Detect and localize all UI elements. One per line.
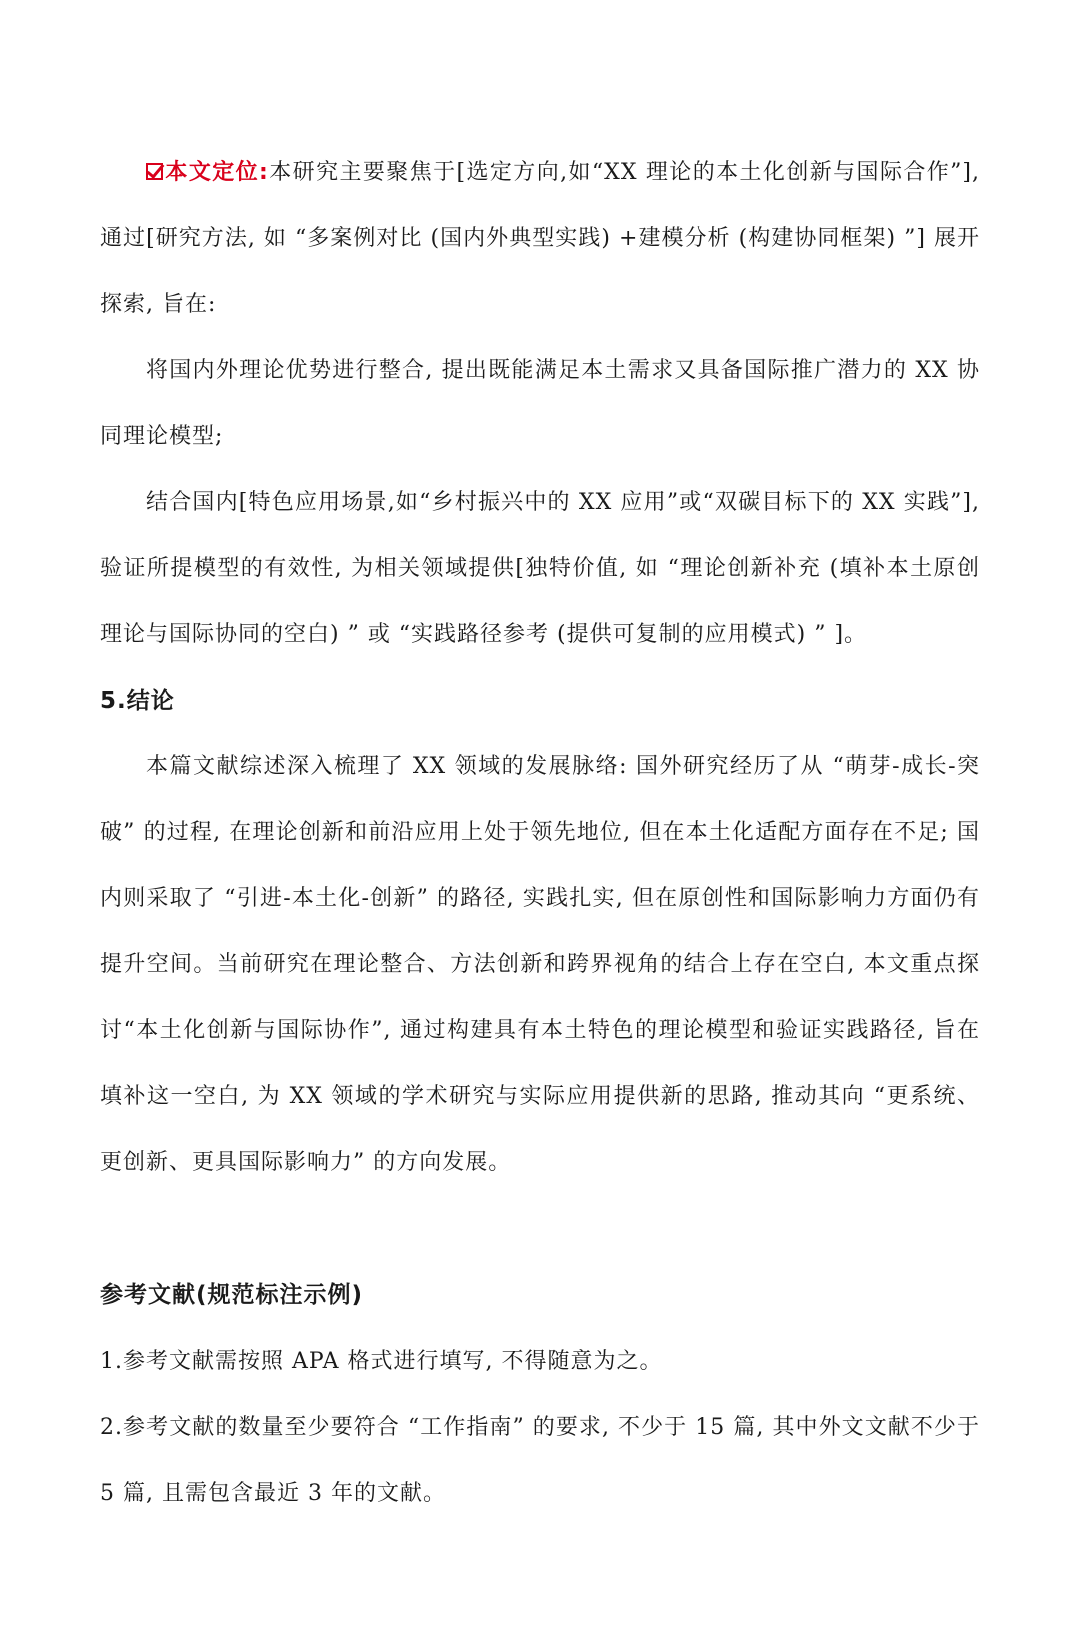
positioning-label bbox=[146, 160, 269, 185]
checkbox-checked-icon bbox=[146, 163, 163, 180]
references-heading: 参考文献(规范标注示例) bbox=[100, 1282, 364, 1308]
conclusion-paragraph: 本篇文献综述深入梳理了 XX 领域的发展脉络: 国外研究经历了从 “萌芽-成长-突破” 的过程, 在理论创新和前沿应用上处于领先地位, 但在本土化适配方面存在不足; 国内则采取了 “引进-本土化-创新” 的路径, 实践扎实, 但在原创性和国际影响力方面仍有提升空间。当前研究在理论整合、方法创新和跨界视角的结合上存在空白, 本文重点探讨“本土化创新与国际协作”, 通过构建具有本土特色的理论模型和验证实践路径, 旨在填补这一空白, 为 XX 领域的学术研究与实际应用提供新的思路, 推动其向 “更系统、更创新、更具国际影响力” 的方向发展。 bbox=[100, 754, 980, 1175]
positioning-paragraph bbox=[100, 140, 980, 338]
aim-paragraph-1: 将国内外理论优势进行整合, 提出既能满足本土需求又具备国际推广潜力的 XX 协同理论模型; bbox=[100, 358, 980, 449]
reference-note-1: 1.参考文献需按照 APA 格式进行填写, 不得随意为之。 bbox=[100, 1349, 663, 1374]
conclusion-heading: 5.结论 bbox=[100, 688, 175, 714]
positioning-text: 本研究主要聚焦于[选定方向,如“XX 理论的本土化创新与国际合作”],通过[研究方法, 如 “多案例对比 (国内外典型实践) +建模分析 (构建协同框架) ”] 展开探索, 旨在: bbox=[100, 160, 980, 317]
reference-note-2: 2.参考文献的数量至少要符合 “工作指南” 的要求, 不少于 15 篇, 其中外文文献不少于 5 篇, 且需包含最近 3 年的文献。 bbox=[100, 1415, 980, 1506]
positioning-label-text: 本文定位: bbox=[165, 160, 269, 185]
aim-paragraph-2: 结合国内[特色应用场景,如“乡村振兴中的 XX 应用”或“双碳目标下的 XX 实践”], 验证所提模型的有效性, 为相关领域提供[独特价值, 如 “理论创新补充 (填补本土原创理论与国际协同的空白) ” 或 “实践路径参考 (提供可复制的应用模式) ” ]。 bbox=[100, 490, 980, 647]
